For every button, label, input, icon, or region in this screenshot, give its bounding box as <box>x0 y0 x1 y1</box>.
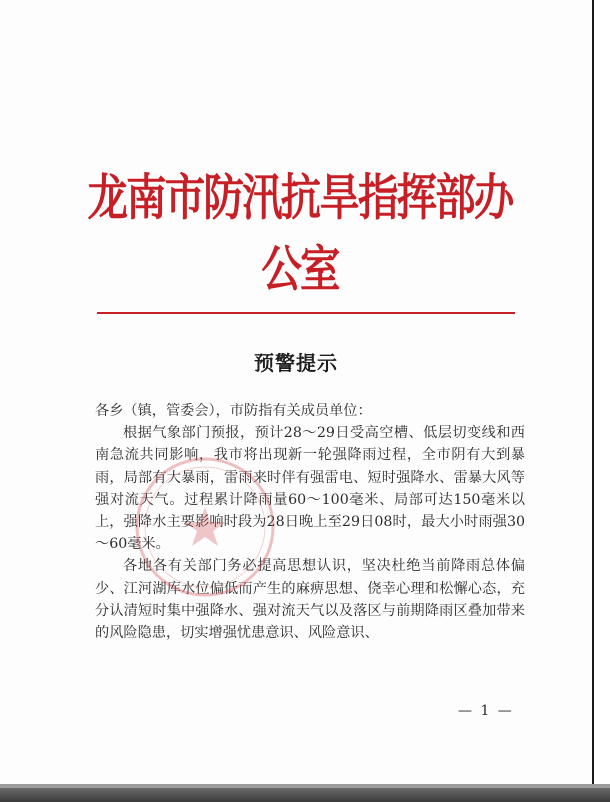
paragraph-1: 根据气象部门预报，预计28～29日受高空槽、低层切变线和西南急流共同影响，我市将出现新一轮强降雨过程，全市阴有大到暴雨，局部有大暴雨，雷雨来时伴有强雷电、短时强降水、雷暴大风等强对流天气。过程累计降雨量60～100毫米、局部可达150毫米以上，强降水主要影响时段为28日晚上至29日08时，最大小时雨强30～60毫米。 <box>95 425 525 553</box>
letterhead-divider <box>97 312 515 314</box>
document-body <box>95 400 525 644</box>
scanner-bottom-strip <box>0 788 610 802</box>
letterhead: 龙南市防汛抗旱指挥部办公室 <box>87 169 513 299</box>
salutation: 各乡（镇，管委会），市防指有关成员单位： <box>95 403 372 419</box>
document-title: 预警提示 <box>254 351 338 375</box>
paragraph-2: 各地各有关部门务必提高思想认识，坚决杜绝当前降雨总体偏少、江河湖库水位偏低而产生的麻痹思想、侥幸心理和松懈心态，充分认清短时集中强降水、强对流天气以及落区与前期降雨区叠加带来的风险隐患，切实增强忧患意识、风险意识、 <box>95 558 525 642</box>
page-margin <box>594 0 610 790</box>
page-number: — 1 — <box>458 703 514 719</box>
